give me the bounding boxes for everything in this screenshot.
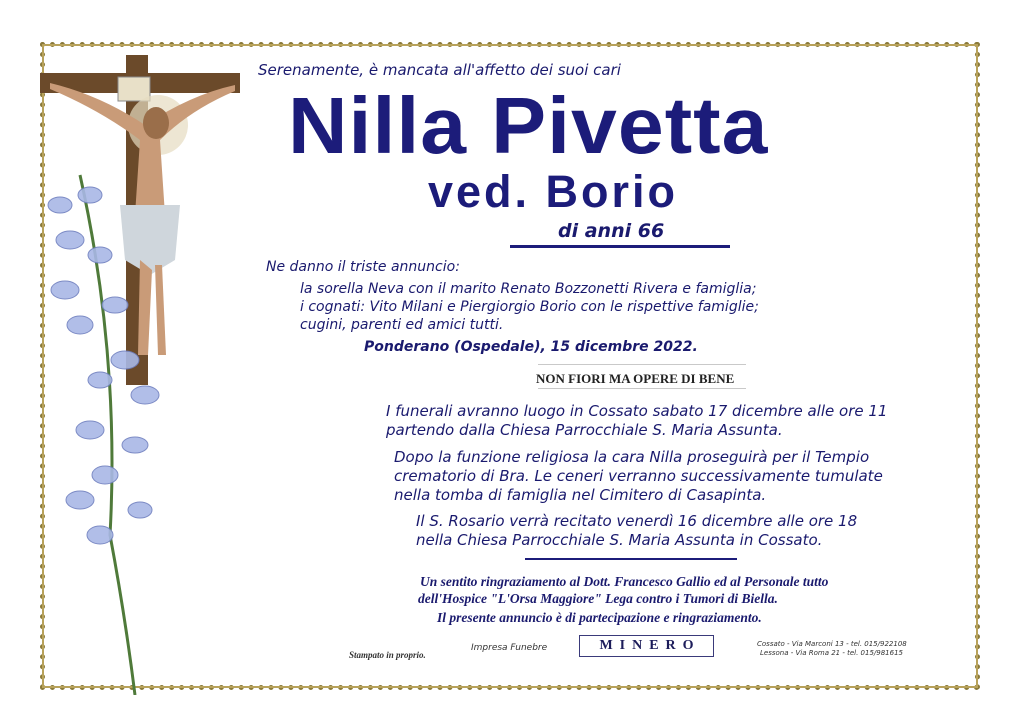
divider — [538, 364, 746, 365]
crucifix-icon — [40, 55, 240, 695]
family-line: i cognati: Vito Milani e Piergiorgio Borio con le rispettive famiglie; — [300, 299, 759, 315]
widow-name: ved. Borio — [428, 166, 679, 217]
announce-heading: Ne danno il triste annuncio: — [266, 259, 460, 275]
agency-logo: MINERO — [579, 635, 714, 657]
agency-label: Impresa Funebre — [471, 643, 548, 653]
funeral-line: partendo dalla Chiesa Parrocchiale S. Maria Assunta. — [386, 421, 783, 439]
divider — [538, 388, 746, 389]
thanks-line: Il presente annuncio è di partecipazione e ringraziamento. — [437, 610, 762, 625]
rosary-line: nella Chiesa Parrocchiale S. Maria Assunta in Cossato. — [416, 531, 823, 549]
agency-address: Cossato - Via Marconi 13 - tel. 015/922108 — [757, 640, 907, 648]
cremation-line: nella tomba di famiglia nel Cimitero di Casapinta. — [394, 486, 767, 504]
funeral-line: I funerali avranno luogo in Cossato sabato 17 dicembre alle ore 11 — [386, 402, 888, 420]
no-flowers-notice: NON FIORI MA OPERE DI BENE — [536, 371, 735, 386]
intro-text: Serenamente, è mancata all'affetto dei suoi cari — [258, 61, 621, 79]
deceased-name: Nilla Pivetta — [288, 81, 769, 170]
rosary-line: Il S. Rosario verrà recitato venerdì 16 dicembre alle ore 18 — [416, 512, 858, 530]
age-text: di anni 66 — [558, 220, 665, 242]
thanks-line: Un sentito ringraziamento al Dott. Francesco Gallio ed al Personale tutto — [420, 574, 829, 589]
divider — [525, 558, 737, 560]
place-date: Ponderano (Ospedale), 15 dicembre 2022. — [364, 339, 698, 355]
thanks-line: dell'Hospice "L'Orsa Maggiore" Lega contro i Tumori di Biella. — [418, 591, 778, 606]
printed-note: Stampato in proprio. — [349, 650, 426, 660]
cremation-line: Dopo la funzione religiosa la cara Nilla proseguirà per il Tempio — [394, 448, 870, 466]
family-line: cugini, parenti ed amici tutti. — [300, 317, 504, 333]
cremation-line: crematorio di Bra. Le ceneri verranno successivamente tumulate — [394, 467, 883, 485]
family-line: la sorella Neva con il marito Renato Bozzonetti Rivera e famiglia; — [300, 281, 757, 297]
agency-address: Lessona - Via Roma 21 - tel. 015/981615 — [760, 649, 903, 657]
age-underline — [510, 245, 730, 248]
